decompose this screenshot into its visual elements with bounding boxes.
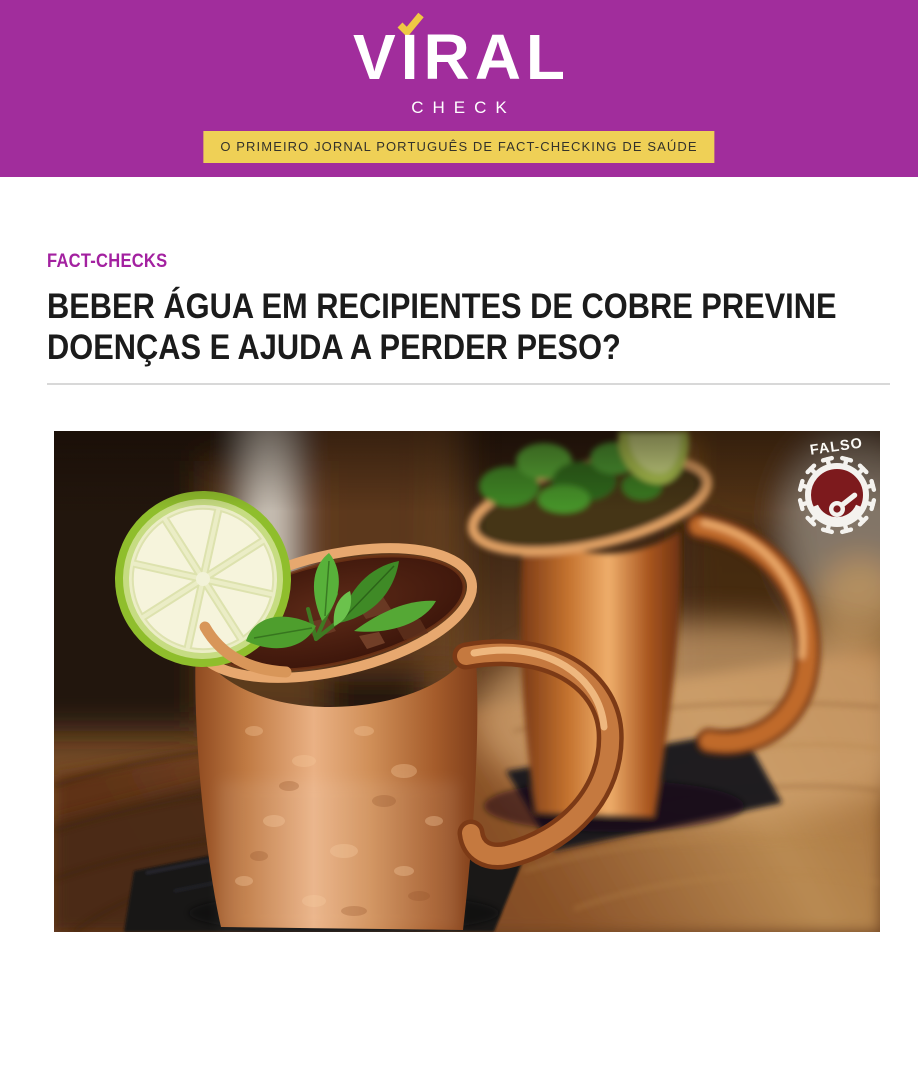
site-header — [0, 0, 918, 177]
brand-name: VIRAL — [353, 21, 570, 93]
headline-line-1: BEBER ÁGUA EM RECIPIENTES DE COBRE PREVINE — [47, 287, 837, 326]
badge-label: FALSO — [808, 435, 864, 459]
vignette — [54, 431, 880, 511]
brand-subname: CHECK — [411, 98, 516, 117]
divider — [47, 383, 890, 385]
article-featured-image — [54, 431, 880, 932]
virus-gauge-icon — [800, 458, 874, 532]
site-logo[interactable] — [0, 0, 918, 125]
headline-line-2: DOENÇAS E AJUDA A PERDER PESO? — [47, 328, 621, 367]
category-link[interactable]: FACT-CHECKS — [47, 251, 168, 272]
site-tagline: O PRIMEIRO JORNAL PORTUGUÊS DE FACT-CHECKING DE SAÚDE — [203, 131, 714, 163]
article-headline — [47, 286, 837, 368]
copper-mugs-photo — [54, 431, 880, 932]
